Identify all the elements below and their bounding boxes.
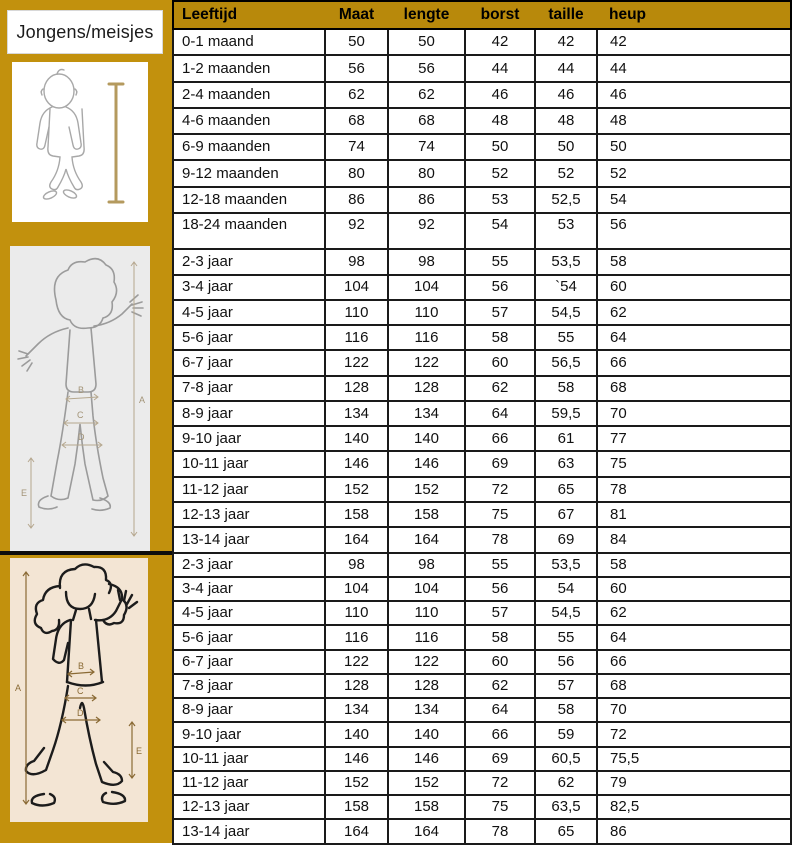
cell-lengte: 116 [388, 325, 465, 350]
cell-taille: 56,5 [535, 350, 597, 375]
table-row-boys [173, 527, 791, 552]
cell-taille: 44 [535, 55, 597, 81]
table-row-baby [173, 82, 791, 108]
table-row-baby [173, 213, 791, 249]
table-row-baby [173, 55, 791, 81]
table-row-boys [173, 325, 791, 350]
cell-maat: 152 [325, 771, 388, 795]
cell-heup: 66 [597, 350, 791, 375]
cell-leeftijd: 9-12 maanden [173, 160, 325, 186]
table-row-boys [173, 502, 791, 527]
cell-heup: 81 [597, 502, 791, 527]
cell-heup: 60 [597, 275, 791, 300]
cell-maat: 140 [325, 722, 388, 746]
cell-taille: 42 [535, 29, 597, 55]
table-row-baby [173, 108, 791, 134]
cell-maat: 62 [325, 82, 388, 108]
cell-lengte: 152 [388, 771, 465, 795]
cell-leeftijd: 9-10 jaar [173, 722, 325, 746]
cell-heup: 68 [597, 674, 791, 698]
cell-taille: 54 [535, 577, 597, 601]
table-row-girls [173, 722, 791, 746]
column-header-taille: taille [535, 1, 597, 29]
cell-maat: 152 [325, 477, 388, 502]
cell-heup: 58 [597, 553, 791, 577]
cell-maat: 98 [325, 553, 388, 577]
cell-leeftijd: 1-2 maanden [173, 55, 325, 81]
cell-leeftijd: 13-14 jaar [173, 527, 325, 552]
girl-mark-label-c: C [77, 686, 84, 696]
cell-taille: 62 [535, 771, 597, 795]
cell-maat: 134 [325, 698, 388, 722]
cell-taille: 58 [535, 376, 597, 401]
table-row-boys [173, 451, 791, 476]
cell-maat: 104 [325, 577, 388, 601]
girl-mark-label-e: E [136, 746, 143, 756]
cell-taille: 59,5 [535, 401, 597, 426]
cell-leeftijd: 6-7 jaar [173, 350, 325, 375]
girl-outline-drawing [10, 558, 148, 822]
boy-mark-label-c: C [77, 410, 84, 420]
cell-heup: 82,5 [597, 795, 791, 819]
cell-lengte: 98 [388, 553, 465, 577]
cell-borst: 48 [465, 108, 535, 134]
section-divider-line [0, 551, 172, 555]
cell-lengte: 140 [388, 426, 465, 451]
cell-taille: 50 [535, 134, 597, 160]
table-row-baby [173, 29, 791, 55]
baby-figure [12, 62, 148, 222]
cell-maat: 104 [325, 275, 388, 300]
cell-heup: 48 [597, 108, 791, 134]
cell-leeftijd: 11-12 jaar [173, 771, 325, 795]
cell-heup: 42 [597, 29, 791, 55]
cell-borst: 62 [465, 674, 535, 698]
cell-borst: 62 [465, 376, 535, 401]
cell-lengte: 128 [388, 376, 465, 401]
cell-maat: 122 [325, 650, 388, 674]
cell-leeftijd: 5-6 jaar [173, 325, 325, 350]
boy-mark-label-e: E [21, 488, 28, 498]
cell-taille: 54,5 [535, 300, 597, 325]
cell-leeftijd: 4-6 maanden [173, 108, 325, 134]
table-row-girls [173, 625, 791, 649]
column-header-maat: Maat [325, 1, 388, 29]
cell-maat: 86 [325, 187, 388, 213]
cell-taille: 48 [535, 108, 597, 134]
table-row-boys [173, 401, 791, 426]
boy-mark-label-a: A [139, 395, 146, 405]
cell-taille: `54 [535, 275, 597, 300]
cell-lengte: 140 [388, 722, 465, 746]
cell-heup: 64 [597, 625, 791, 649]
cell-lengte: 164 [388, 527, 465, 552]
cell-lengte: 122 [388, 650, 465, 674]
table-row-girls [173, 747, 791, 771]
cell-leeftijd: 6-7 jaar [173, 650, 325, 674]
table-row-boys [173, 376, 791, 401]
cell-heup: 66 [597, 650, 791, 674]
baby-measure-rod [109, 84, 123, 202]
cell-maat: 116 [325, 325, 388, 350]
cell-lengte: 146 [388, 451, 465, 476]
table-row-girls [173, 698, 791, 722]
size-table [172, 0, 792, 845]
cell-borst: 78 [465, 819, 535, 844]
cell-maat: 164 [325, 527, 388, 552]
cell-taille: 59 [535, 722, 597, 746]
cell-lengte: 146 [388, 747, 465, 771]
cell-heup: 52 [597, 160, 791, 186]
cell-taille: 55 [535, 325, 597, 350]
cell-maat: 140 [325, 426, 388, 451]
cell-maat: 74 [325, 134, 388, 160]
table-row-girls [173, 577, 791, 601]
table-row-girls [173, 819, 791, 844]
cell-heup: 79 [597, 771, 791, 795]
cell-leeftijd: 2-3 jaar [173, 249, 325, 274]
cell-lengte: 80 [388, 160, 465, 186]
cell-taille: 63 [535, 451, 597, 476]
cell-lengte: 122 [388, 350, 465, 375]
cell-borst: 58 [465, 625, 535, 649]
cell-borst: 55 [465, 553, 535, 577]
cell-lengte: 104 [388, 577, 465, 601]
cell-borst: 50 [465, 134, 535, 160]
cell-borst: 69 [465, 747, 535, 771]
cell-leeftijd: 10-11 jaar [173, 747, 325, 771]
cell-lengte: 128 [388, 674, 465, 698]
cell-maat: 56 [325, 55, 388, 81]
cell-leeftijd: 7-8 jaar [173, 674, 325, 698]
cell-taille: 56 [535, 650, 597, 674]
cell-heup: 50 [597, 134, 791, 160]
cell-lengte: 50 [388, 29, 465, 55]
cell-borst: 57 [465, 300, 535, 325]
cell-lengte: 134 [388, 698, 465, 722]
cell-lengte: 68 [388, 108, 465, 134]
table-header-row [173, 1, 791, 29]
cell-maat: 92 [325, 213, 388, 249]
cell-borst: 66 [465, 722, 535, 746]
cell-borst: 56 [465, 577, 535, 601]
cell-taille: 52 [535, 160, 597, 186]
column-header-lengte: lengte [388, 1, 465, 29]
cell-maat: 80 [325, 160, 388, 186]
cell-heup: 77 [597, 426, 791, 451]
cell-heup: 75,5 [597, 747, 791, 771]
cell-borst: 46 [465, 82, 535, 108]
cell-taille: 52,5 [535, 187, 597, 213]
cell-leeftijd: 8-9 jaar [173, 698, 325, 722]
cell-borst: 44 [465, 55, 535, 81]
cell-heup: 78 [597, 477, 791, 502]
cell-borst: 57 [465, 601, 535, 625]
cell-maat: 68 [325, 108, 388, 134]
cell-taille: 58 [535, 698, 597, 722]
cell-leeftijd: 0-1 maand [173, 29, 325, 55]
cell-maat: 164 [325, 819, 388, 844]
cell-maat: 110 [325, 601, 388, 625]
cell-taille: 60,5 [535, 747, 597, 771]
cell-lengte: 134 [388, 401, 465, 426]
table-row-baby [173, 160, 791, 186]
cell-leeftijd: 12-13 jaar [173, 502, 325, 527]
cell-borst: 42 [465, 29, 535, 55]
cell-taille: 63,5 [535, 795, 597, 819]
cell-maat: 158 [325, 795, 388, 819]
table-row-girls [173, 795, 791, 819]
cell-lengte: 56 [388, 55, 465, 81]
cell-maat: 122 [325, 350, 388, 375]
gender-label-box [7, 10, 163, 54]
cell-borst: 75 [465, 502, 535, 527]
cell-lengte: 98 [388, 249, 465, 274]
girl-mark-label-a: A [15, 683, 22, 693]
cell-borst: 60 [465, 650, 535, 674]
cell-leeftijd: 7-8 jaar [173, 376, 325, 401]
table-row-baby [173, 134, 791, 160]
cell-borst: 64 [465, 698, 535, 722]
cell-maat: 134 [325, 401, 388, 426]
table-row-boys [173, 350, 791, 375]
cell-leeftijd: 11-12 jaar [173, 477, 325, 502]
cell-heup: 64 [597, 325, 791, 350]
table-row-girls [173, 601, 791, 625]
cell-taille: 57 [535, 674, 597, 698]
cell-borst: 58 [465, 325, 535, 350]
cell-taille: 46 [535, 82, 597, 108]
cell-heup: 70 [597, 698, 791, 722]
cell-heup: 70 [597, 401, 791, 426]
cell-borst: 78 [465, 527, 535, 552]
cell-taille: 53 [535, 213, 597, 249]
cell-lengte: 152 [388, 477, 465, 502]
cell-borst: 54 [465, 213, 535, 249]
cell-maat: 146 [325, 451, 388, 476]
cell-borst: 53 [465, 187, 535, 213]
cell-taille: 67 [535, 502, 597, 527]
cell-lengte: 116 [388, 625, 465, 649]
cell-heup: 75 [597, 451, 791, 476]
cell-lengte: 104 [388, 275, 465, 300]
cell-leeftijd: 5-6 jaar [173, 625, 325, 649]
boy-mark-label-b: B [78, 385, 85, 395]
table-row-boys [173, 300, 791, 325]
size-table-body [173, 29, 791, 844]
cell-taille: 65 [535, 477, 597, 502]
cell-borst: 64 [465, 401, 535, 426]
cell-borst: 55 [465, 249, 535, 274]
cell-leeftijd: 2-3 jaar [173, 553, 325, 577]
cell-borst: 60 [465, 350, 535, 375]
cell-heup: 62 [597, 601, 791, 625]
cell-leeftijd: 12-18 maanden [173, 187, 325, 213]
cell-borst: 69 [465, 451, 535, 476]
column-header-heup: heup [597, 1, 791, 29]
sidebar [0, 0, 172, 843]
cell-maat: 158 [325, 502, 388, 527]
cell-lengte: 62 [388, 82, 465, 108]
cell-maat: 146 [325, 747, 388, 771]
cell-lengte: 110 [388, 601, 465, 625]
cell-taille: 54,5 [535, 601, 597, 625]
cell-heup: 46 [597, 82, 791, 108]
cell-heup: 86 [597, 819, 791, 844]
cell-maat: 110 [325, 300, 388, 325]
cell-leeftijd: 8-9 jaar [173, 401, 325, 426]
table-row-baby [173, 187, 791, 213]
cell-taille: 55 [535, 625, 597, 649]
cell-leeftijd: 10-11 jaar [173, 451, 325, 476]
cell-taille: 53,5 [535, 249, 597, 274]
cell-lengte: 74 [388, 134, 465, 160]
cell-borst: 56 [465, 275, 535, 300]
cell-leeftijd: 18-24 maanden [173, 213, 325, 249]
cell-heup: 44 [597, 55, 791, 81]
cell-leeftijd: 12-13 jaar [173, 795, 325, 819]
cell-maat: 128 [325, 674, 388, 698]
cell-lengte: 158 [388, 795, 465, 819]
table-row-boys [173, 275, 791, 300]
gender-label: Jongens/meisjes [16, 21, 154, 42]
cell-maat: 128 [325, 376, 388, 401]
cell-borst: 72 [465, 771, 535, 795]
cell-heup: 72 [597, 722, 791, 746]
cell-taille: 53,5 [535, 553, 597, 577]
cell-taille: 69 [535, 527, 597, 552]
cell-heup: 84 [597, 527, 791, 552]
cell-borst: 66 [465, 426, 535, 451]
cell-leeftijd: 4-5 jaar [173, 601, 325, 625]
cell-leeftijd: 2-4 maanden [173, 82, 325, 108]
girl-mark-label-b: B [78, 661, 85, 671]
cell-borst: 72 [465, 477, 535, 502]
table-row-girls [173, 650, 791, 674]
cell-heup: 56 [597, 213, 791, 249]
table-row-boys [173, 426, 791, 451]
cell-maat: 50 [325, 29, 388, 55]
cell-heup: 54 [597, 187, 791, 213]
baby-outline-drawing [12, 62, 148, 222]
cell-leeftijd: 6-9 maanden [173, 134, 325, 160]
boy-measure-marks [28, 262, 137, 536]
boy-mark-label-d: D [78, 432, 85, 442]
cell-maat: 98 [325, 249, 388, 274]
cell-lengte: 164 [388, 819, 465, 844]
cell-leeftijd: 9-10 jaar [173, 426, 325, 451]
column-header-borst: borst [465, 1, 535, 29]
boy-figure [10, 246, 150, 551]
cell-leeftijd: 3-4 jaar [173, 577, 325, 601]
cell-heup: 58 [597, 249, 791, 274]
cell-heup: 62 [597, 300, 791, 325]
cell-leeftijd: 13-14 jaar [173, 819, 325, 844]
table-row-girls [173, 553, 791, 577]
cell-borst: 75 [465, 795, 535, 819]
size-table-region [172, 0, 790, 845]
boy-outline-drawing [10, 246, 150, 551]
cell-leeftijd: 4-5 jaar [173, 300, 325, 325]
cell-lengte: 92 [388, 213, 465, 249]
column-header-leeftijd: Leeftijd [173, 1, 325, 29]
cell-maat: 116 [325, 625, 388, 649]
girl-figure [10, 558, 148, 822]
cell-heup: 60 [597, 577, 791, 601]
cell-heup: 68 [597, 376, 791, 401]
table-row-girls [173, 771, 791, 795]
cell-lengte: 158 [388, 502, 465, 527]
table-row-boys [173, 249, 791, 274]
table-row-girls [173, 674, 791, 698]
cell-lengte: 110 [388, 300, 465, 325]
girl-mark-label-d: D [77, 708, 84, 718]
cell-taille: 65 [535, 819, 597, 844]
cell-taille: 61 [535, 426, 597, 451]
cell-leeftijd: 3-4 jaar [173, 275, 325, 300]
table-row-boys [173, 477, 791, 502]
cell-lengte: 86 [388, 187, 465, 213]
cell-borst: 52 [465, 160, 535, 186]
